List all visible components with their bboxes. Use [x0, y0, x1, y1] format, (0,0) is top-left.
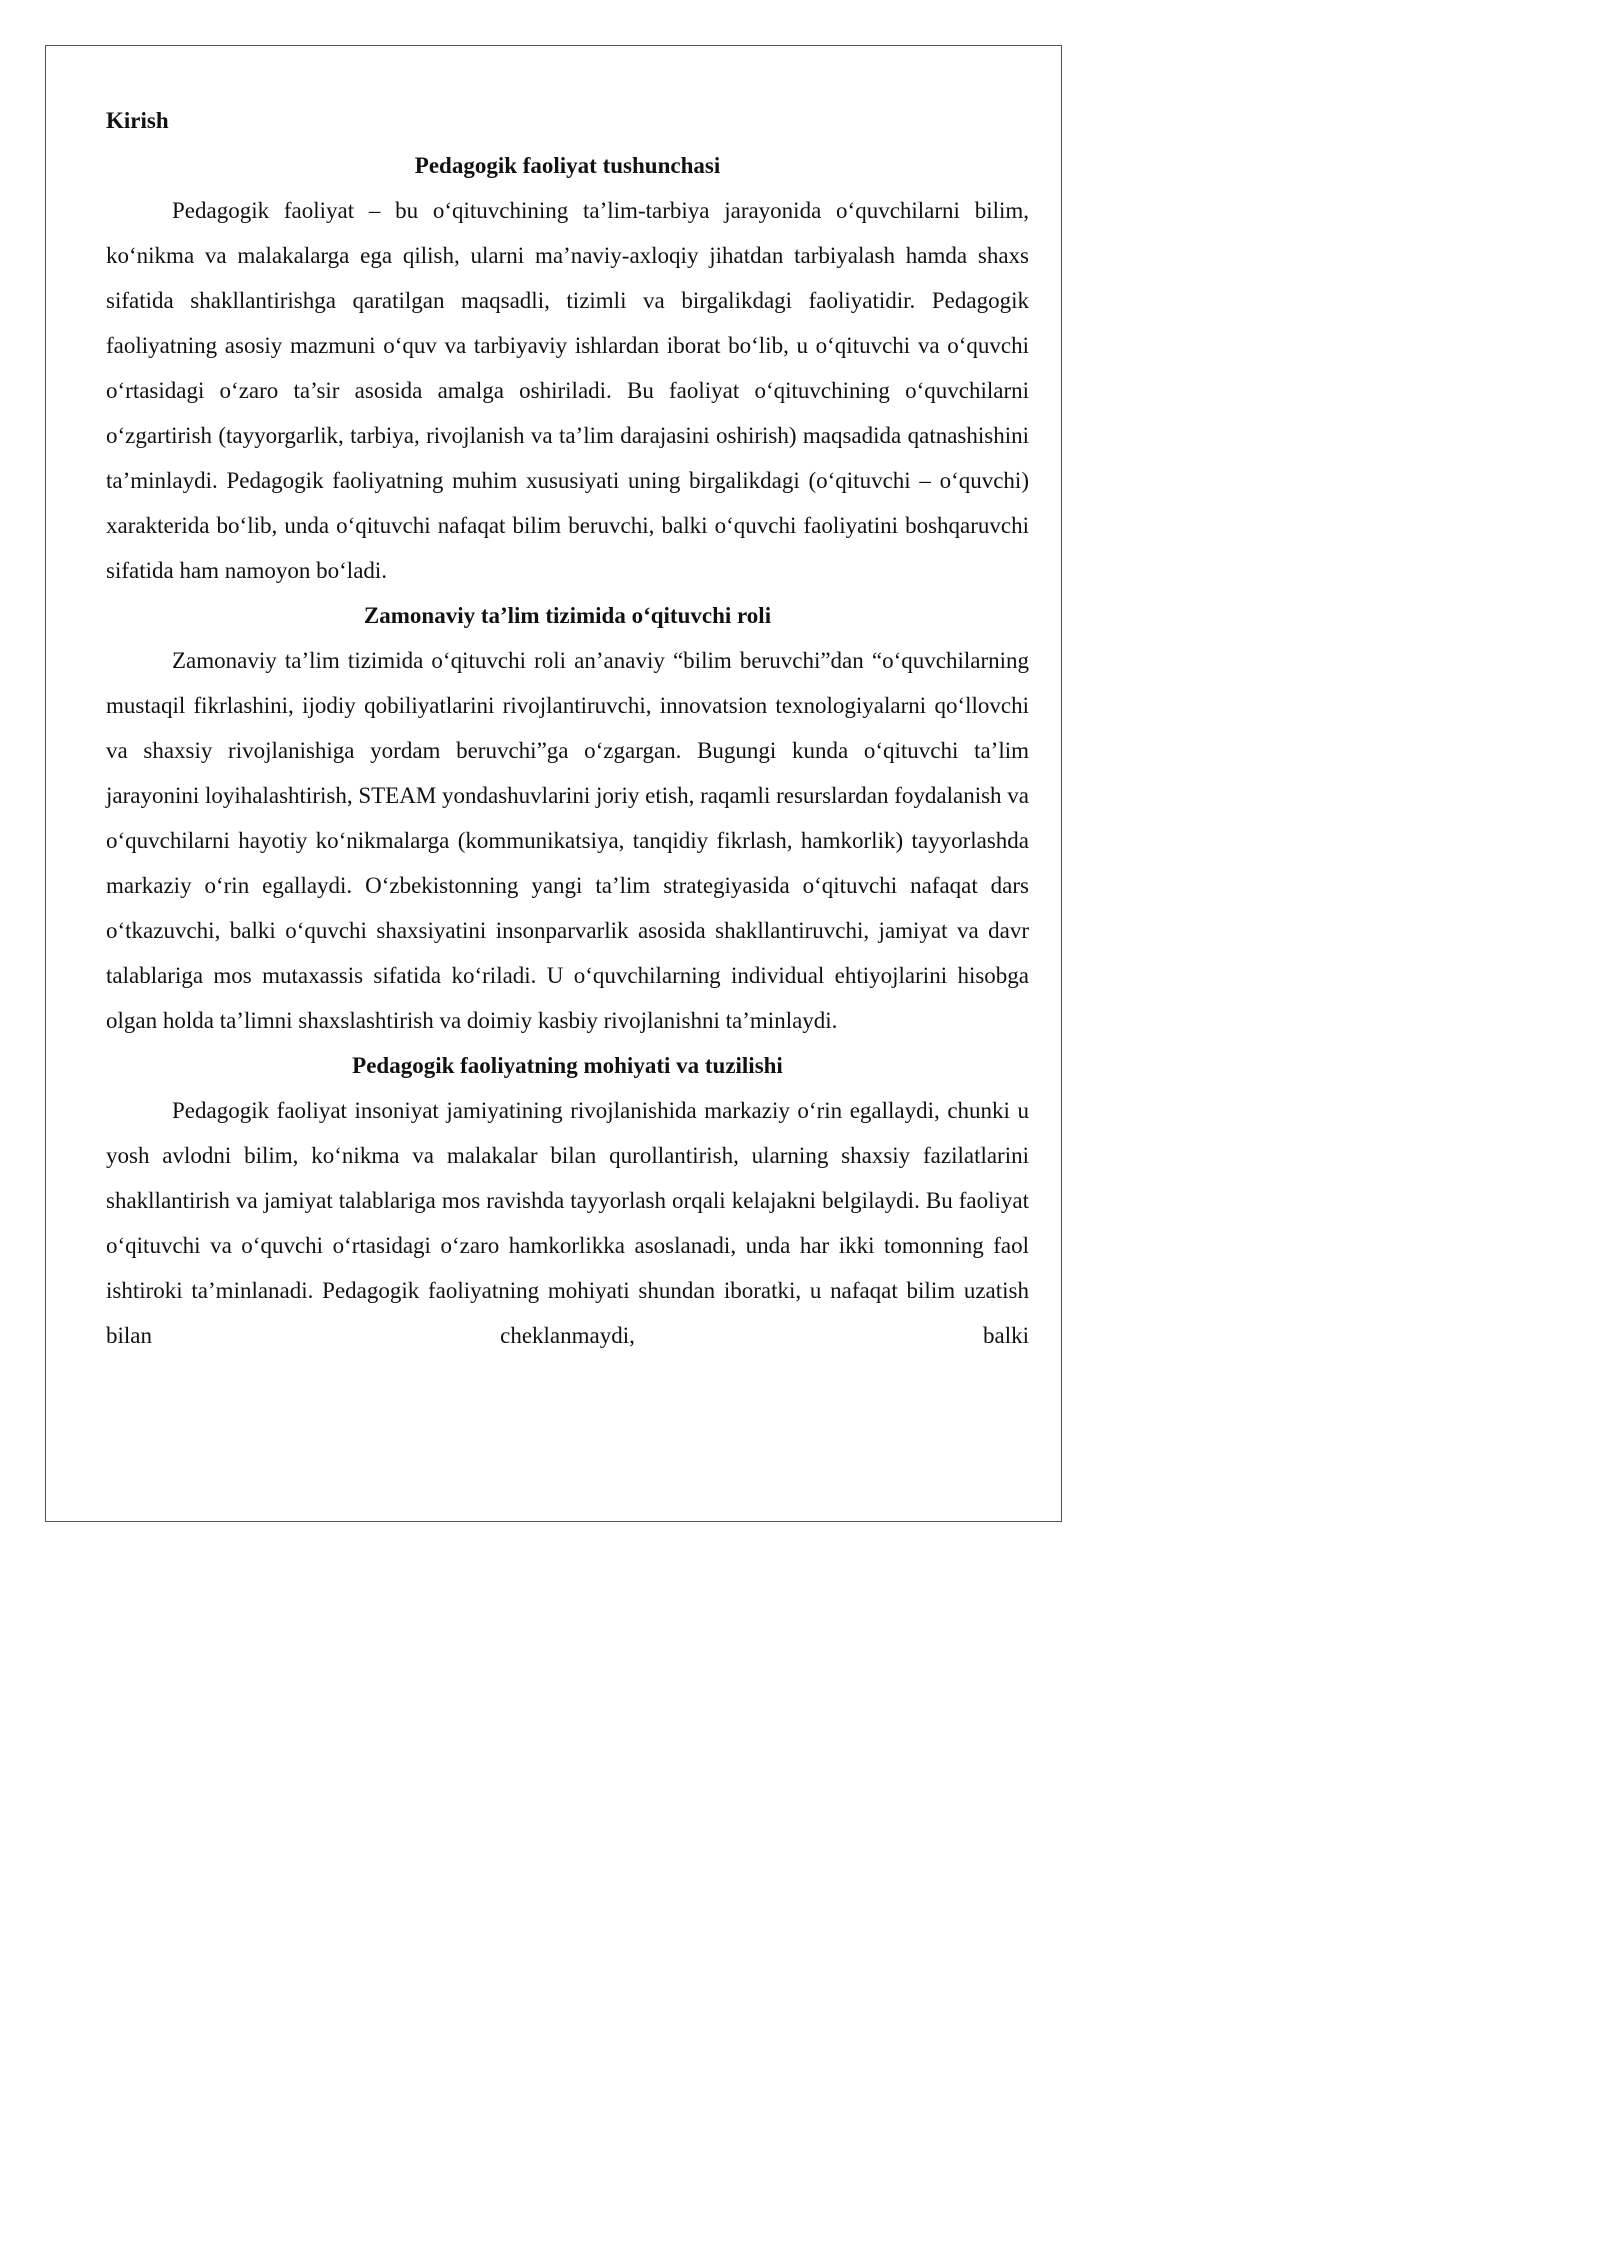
- section-paragraph: Zamonaviy ta’lim tizimida o‘qituvchi roli an’anaviy “bilim beruvchi”dan “o‘quvchilarning mustaqil fikrlashini, ijodiy qobiliyatlarini rivojlantiruvchi, innovatsion texnologiyalarni qo‘llovchi va shaxsiy rivojlanishiga yordam beruvchi”ga o‘zgargan. Bugungi kunda o‘qituvchi ta’lim jarayonini loyihalashtirish, STEAM yondashuvlarini joriy etish, raqamli resurslardan foydalanish va o‘quvchilarni hayotiy ko‘nikmalarga (kommunikatsiya, tanqidiy fikrlash, hamkorlik) tayyorlashda markaziy o‘rin egallaydi. O‘zbekistonning yangi ta’lim strategiyasida o‘qituvchi nafaqat dars o‘tkazuvchi, balki o‘quvchi shaxsiyatini insonparvarlik asosida shakllantiruvchi, jamiyat va davr talablariga mos mutaxassis sifatida ko‘riladi. U o‘quvchilarning individual ehtiyojlarini hisobga olgan holda ta’limni shaxslashtirish va doimiy kasbiy rivojlanishni ta’minlaydi.: [106, 648, 1029, 1033]
- section-paragraph: Pedagogik faoliyat insoniyat jamiyatining rivojlanishida markaziy o‘rin egallaydi, chunki u yosh avlodni bilim, ko‘nikma va malakalar bilan qurollantirish, ularning shaxsiy fazilatlarini shakllantirish va jamiyat talablariga mos ravishda tayyorlash orqali kelajakni belgilaydi. Bu faoliyat o‘qituvchi va o‘quvchi o‘rtasidagi o‘zaro hamkorlikka asoslanadi, unda har ikki tomonning faol ishtiroki ta’minlanadi. Pedagogik faoliyatning mohiyati shundan iboratki, u nafaqat bilim uzatish bilan cheklanmaydi, balki: [106, 1098, 1029, 1348]
- section-teacher-role: [106, 593, 1029, 1043]
- section-concept: [106, 143, 1029, 593]
- section-heading: Pedagogik faoliyatning mohiyati va tuzilishi: [352, 1053, 783, 1078]
- section-heading: Zamonaviy ta’lim tizimida o‘qituvchi roli: [363, 603, 772, 628]
- document-body: [106, 98, 1029, 1358]
- section-paragraph: Pedagogik faoliyat – bu o‘qituvchining ta’lim-tarbiya jarayonida o‘quvchilarni bilim, ko‘nikma va malakalarga ega qilish, ularni ma’naviy-axloqiy jihatdan tarbiyalash hamda shaxs sifatida shakllantirishga qaratilgan maqsadli, tizimli va birgalikdagi faoliyatidir. Pedagogik faoliyatning asosiy mazmuni o‘quv va tarbiyaviy ishlardan iborat bo‘lib, u o‘qituvchi va o‘quvchi o‘rtasidagi o‘zaro ta’sir asosida amalga oshiriladi. Bu faoliyat o‘qituvchining o‘quvchilarni o‘zgartirish (tayyorgarlik, tarbiya, rivojlanish va ta’lim darajasini oshirish) maqsadida qatnashishini ta’minlaydi. Pedagogik faoliyatning muhim xususiyati uning birgalikdagi (o‘qituvchi – o‘quvchi) xarakterida bo‘lib, unda o‘qituvchi nafaqat bilim beruvchi, balki o‘quvchi faoliyatini boshqaruvchi sifatida ham namoyon bo‘ladi.: [106, 198, 1029, 583]
- section-heading: Pedagogik faoliyat tushunchasi: [414, 153, 721, 178]
- section-essence: [106, 1043, 1029, 1358]
- intro-label: Kirish: [106, 108, 169, 133]
